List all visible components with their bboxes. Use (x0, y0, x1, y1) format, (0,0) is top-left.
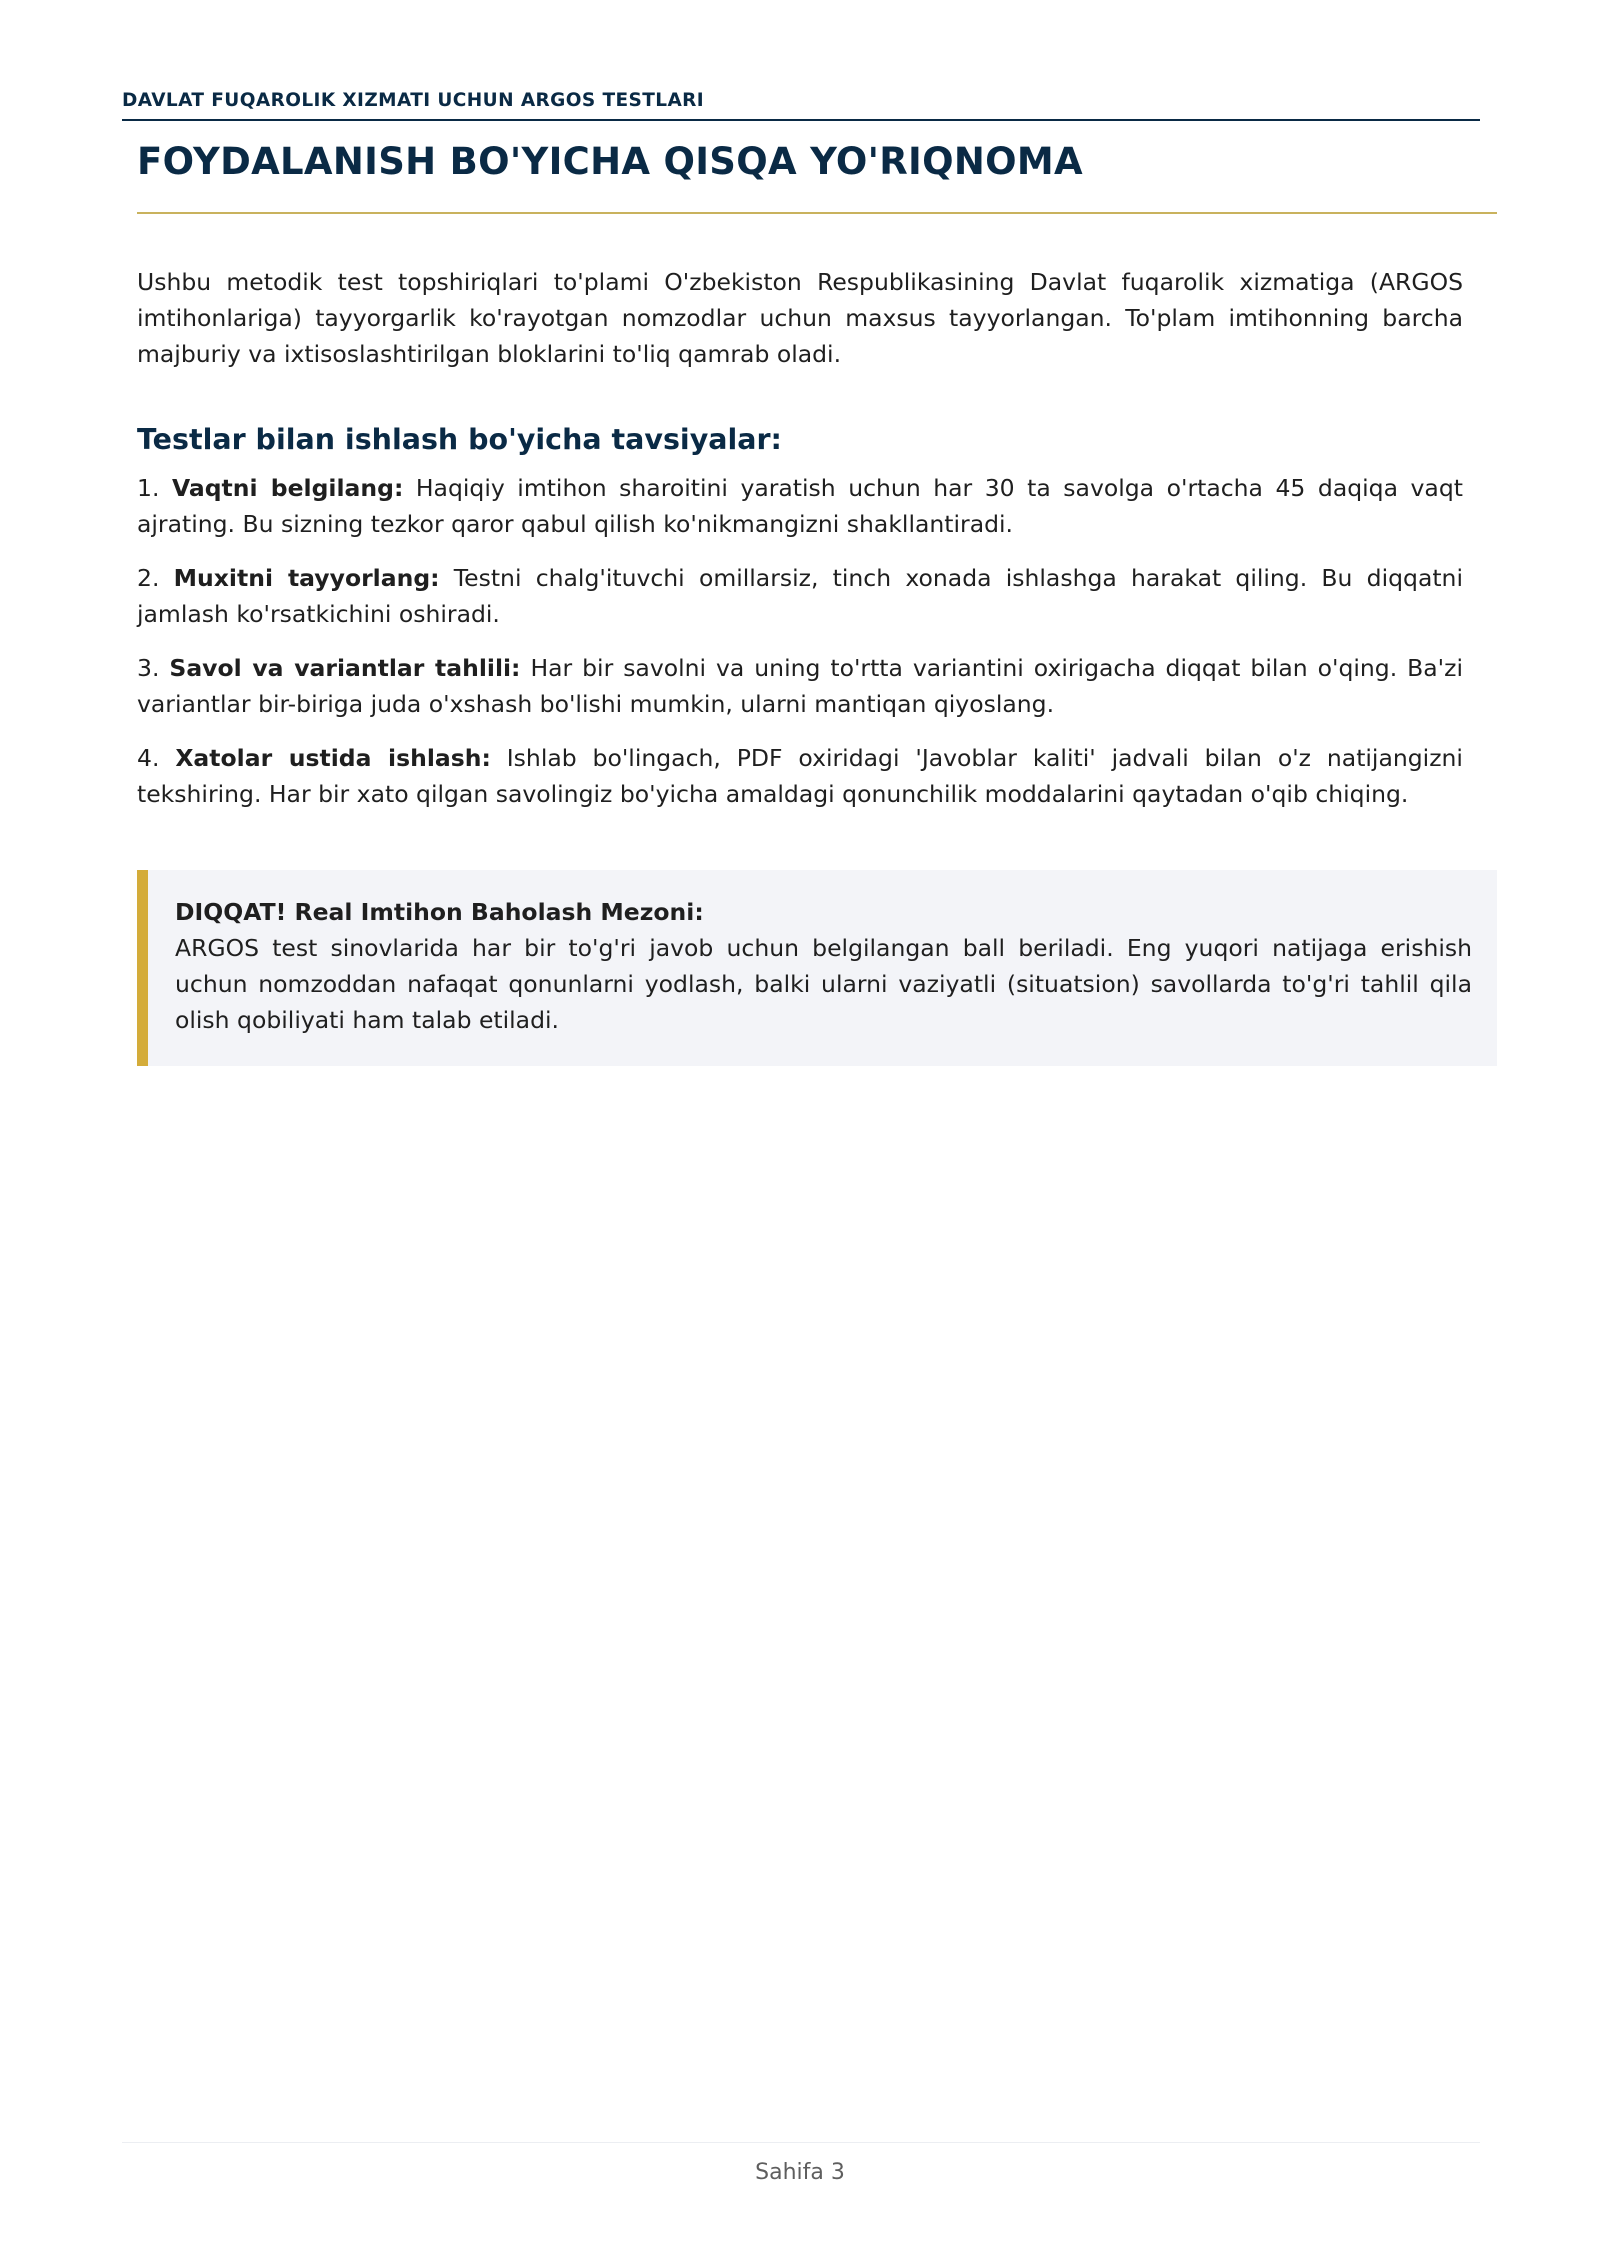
tip-item (137, 650, 1463, 722)
warning-callout (137, 870, 1497, 1066)
page-title: FOYDALANISH BO'YICHA QISQA YO'RIQNOMA (137, 140, 1083, 183)
tip-number: 3. (137, 654, 160, 682)
tip-item (137, 740, 1463, 812)
tip-number: 4. (137, 744, 160, 772)
tip-item (137, 560, 1463, 632)
title-divider (137, 212, 1497, 214)
callout-body: ARGOS test sinovlarida har bir to'g'ri javob uchun belgilangan ball beriladi. Eng yuqori natijaga erishish uchun nomzoddan nafaqat qonunlarni yodlash, balki ularni vaziyatli (situatsion) savollarda to'g'ri tahlil qila olish qobiliyati ham talab etiladi. (175, 934, 1472, 1034)
page-number: Sahifa 3 (755, 2160, 845, 2185)
footer-divider (122, 2142, 1480, 2143)
tip-text: Har bir savolni va uning to'rtta variantini oxirigacha diqqat bilan o'qing. Ba'zi variantlar bir-biriga juda o'xshash bo'lishi mumkin, ularni mantiqan qiyoslang. (137, 654, 1463, 718)
tip-title: Savol va variantlar tahlili: (169, 654, 521, 682)
tip-title: Xatolar ustida ishlash: (175, 744, 491, 772)
page-content (137, 134, 1472, 1066)
callout-title: DIQQAT! Real Imtihon Baholash Mezoni: (175, 898, 704, 926)
tip-item (137, 470, 1463, 542)
tip-title: Muxitni tayyorlang: (173, 564, 440, 592)
running-header: DAVLAT FUQAROLIK XIZMATI UCHUN ARGOS TESTLARI (122, 90, 705, 111)
section-heading: Testlar bilan ishlash bo'yicha tavsiyalar: (137, 423, 782, 456)
tip-number: 1. (137, 474, 160, 502)
tip-number: 2. (137, 564, 160, 592)
tip-text: Testni chalg'ituvchi omillarsiz, tinch xonada ishlashga harakat qiling. Bu diqqatni jamlash ko'rsatkichini oshiradi. (137, 564, 1463, 628)
tip-text: Ishlab bo'lingach, PDF oxiridagi 'Javoblar kaliti' jadvali bilan o'z natijangizni tekshiring. Har bir xato qilgan savolingiz bo'yicha amaldagi qonunchilik moddalarini qaytadan o'qib chiqing. (137, 744, 1463, 808)
header-divider (122, 119, 1480, 121)
tip-title: Vaqtni belgilang: (171, 474, 404, 502)
tip-text: Haqiqiy imtihon sharoitini yaratish uchun har 30 ta savolga o'rtacha 45 daqiqa vaqt ajrating. Bu sizning tezkor qaror qabul qilish ko'nikmangizni shakllantiradi. (137, 474, 1463, 538)
intro-paragraph: Ushbu metodik test topshiriqlari to'plami O'zbekiston Respublikasining Davlat fuqarolik xizmatiga (ARGOS imtihonlariga) tayyorgarlik ko'rayotgan nomzodlar uchun maxsus tayyorlangan. To'plam imtihonning barcha majburiy va ixtisoslashtirilgan bloklarini to'liq qamrab oladi. (137, 268, 1463, 368)
